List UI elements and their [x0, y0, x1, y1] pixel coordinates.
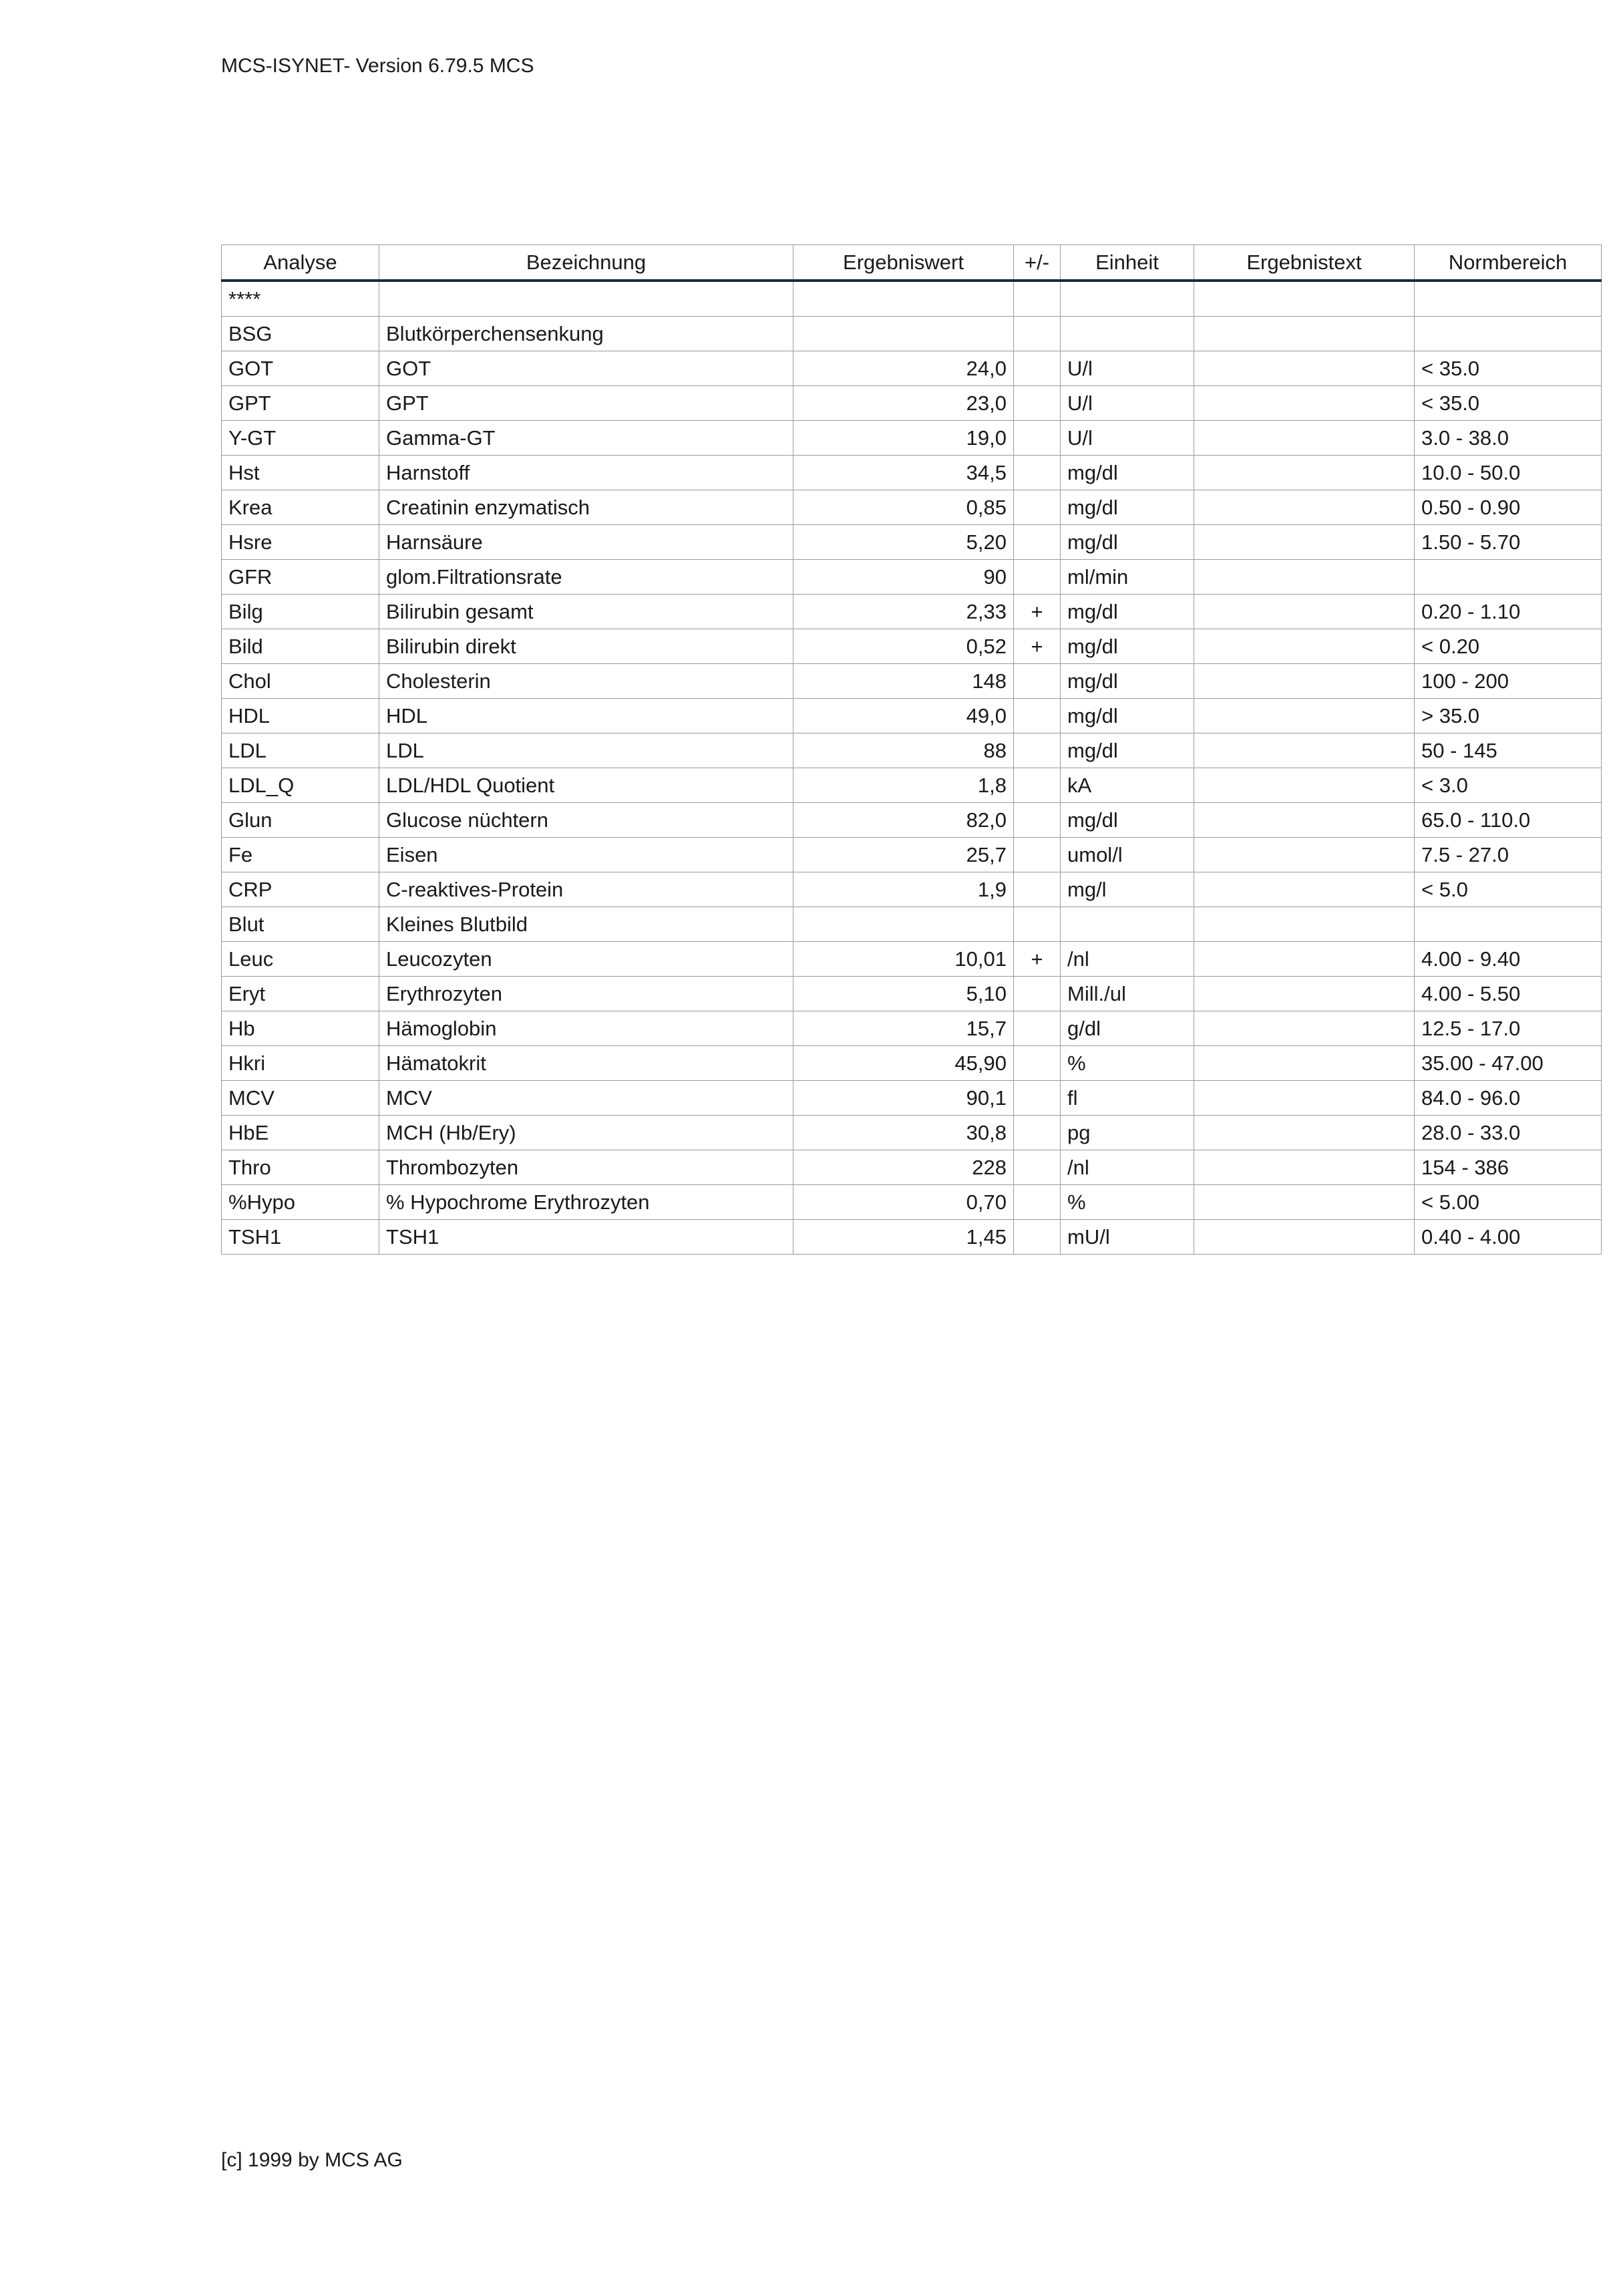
cell-ergebniswert: 5,10 [793, 977, 1014, 1011]
cell-bezeichnung: Gamma-GT [379, 421, 793, 456]
cell-flag [1014, 386, 1061, 421]
cell-analyse: HDL [222, 699, 379, 733]
cell-ergebnistext [1194, 421, 1415, 456]
column-header-analyse: Analyse [222, 245, 379, 281]
cell-bezeichnung: Kleines Blutbild [379, 907, 793, 942]
table-row [222, 1116, 1602, 1150]
cell-normbereich: < 35.0 [1415, 386, 1602, 421]
cell-ergebnistext [1194, 1185, 1415, 1220]
cell-ergebniswert: 0,52 [793, 629, 1014, 664]
cell-bezeichnung: LDL/HDL Quotient [379, 768, 793, 803]
cell-ergebniswert: 45,90 [793, 1046, 1014, 1081]
cell-ergebnistext [1194, 1150, 1415, 1185]
cell-ergebniswert: 1,45 [793, 1220, 1014, 1255]
cell-einheit [1061, 317, 1194, 351]
cell-ergebnistext [1194, 803, 1415, 838]
cell-bezeichnung: Thrombozyten [379, 1150, 793, 1185]
cell-bezeichnung: C-reaktives-Protein [379, 872, 793, 907]
cell-einheit: mg/dl [1061, 733, 1194, 768]
cell-ergebniswert [793, 317, 1014, 351]
cell-normbereich: 1.50 - 5.70 [1415, 525, 1602, 560]
cell-einheit: /nl [1061, 942, 1194, 977]
cell-normbereich: < 0.20 [1415, 629, 1602, 664]
cell-analyse: CRP [222, 872, 379, 907]
cell-analyse: Fe [222, 838, 379, 872]
cell-bezeichnung: Cholesterin [379, 664, 793, 699]
cell-einheit [1061, 281, 1194, 317]
table-row [222, 351, 1602, 386]
cell-analyse: LDL_Q [222, 768, 379, 803]
cell-normbereich: < 5.0 [1415, 872, 1602, 907]
cell-ergebniswert: 34,5 [793, 456, 1014, 490]
cell-ergebnistext [1194, 664, 1415, 699]
cell-bezeichnung: Hämoglobin [379, 1011, 793, 1046]
cell-normbereich [1415, 317, 1602, 351]
cell-flag: + [1014, 595, 1061, 629]
cell-bezeichnung: glom.Filtrationsrate [379, 560, 793, 595]
cell-bezeichnung: Blutkörperchensenkung [379, 317, 793, 351]
cell-analyse: Bilg [222, 595, 379, 629]
cell-ergebniswert [793, 907, 1014, 942]
cell-flag [1014, 977, 1061, 1011]
cell-normbereich: 65.0 - 110.0 [1415, 803, 1602, 838]
cell-flag [1014, 699, 1061, 733]
cell-ergebniswert: 23,0 [793, 386, 1014, 421]
column-header-einheit: Einheit [1061, 245, 1194, 281]
cell-ergebniswert: 5,20 [793, 525, 1014, 560]
cell-normbereich: 154 - 386 [1415, 1150, 1602, 1185]
cell-ergebnistext [1194, 595, 1415, 629]
cell-analyse: GPT [222, 386, 379, 421]
table-row [222, 664, 1602, 699]
cell-ergebniswert: 2,33 [793, 595, 1014, 629]
table-row [222, 386, 1602, 421]
cell-normbereich: 10.0 - 50.0 [1415, 456, 1602, 490]
table-header-row [222, 245, 1602, 281]
cell-flag [1014, 838, 1061, 872]
lab-results-table [221, 244, 1602, 1255]
document-header: MCS-ISYNET- Version 6.79.5 MCS [221, 55, 534, 77]
cell-normbereich [1415, 907, 1602, 942]
cell-normbereich: 50 - 145 [1415, 733, 1602, 768]
cell-einheit [1061, 907, 1194, 942]
table-row [222, 317, 1602, 351]
cell-analyse: Hkri [222, 1046, 379, 1081]
cell-ergebniswert: 19,0 [793, 421, 1014, 456]
column-header-bezeichnung: Bezeichnung [379, 245, 793, 281]
cell-analyse: MCV [222, 1081, 379, 1116]
cell-einheit: mg/dl [1061, 803, 1194, 838]
cell-einheit: mg/dl [1061, 525, 1194, 560]
cell-flag [1014, 1081, 1061, 1116]
cell-bezeichnung: Bilirubin direkt [379, 629, 793, 664]
cell-einheit: mg/dl [1061, 490, 1194, 525]
cell-bezeichnung [379, 281, 793, 317]
cell-einheit: mg/dl [1061, 595, 1194, 629]
cell-einheit: kA [1061, 768, 1194, 803]
table-row [222, 803, 1602, 838]
cell-bezeichnung: TSH1 [379, 1220, 793, 1255]
cell-analyse: %Hypo [222, 1185, 379, 1220]
cell-ergebnistext [1194, 317, 1415, 351]
cell-analyse: BSG [222, 317, 379, 351]
cell-einheit: mg/dl [1061, 699, 1194, 733]
table-row [222, 942, 1602, 977]
cell-normbereich: 12.5 - 17.0 [1415, 1011, 1602, 1046]
cell-flag [1014, 907, 1061, 942]
cell-einheit: mg/dl [1061, 664, 1194, 699]
cell-ergebnistext [1194, 629, 1415, 664]
cell-ergebniswert: 0,70 [793, 1185, 1014, 1220]
cell-ergebnistext [1194, 1046, 1415, 1081]
cell-flag [1014, 351, 1061, 386]
cell-normbereich: < 3.0 [1415, 768, 1602, 803]
cell-einheit: g/dl [1061, 1011, 1194, 1046]
table-row [222, 595, 1602, 629]
cell-bezeichnung: MCV [379, 1081, 793, 1116]
cell-ergebniswert: 90 [793, 560, 1014, 595]
table-row [222, 733, 1602, 768]
cell-einheit: mg/dl [1061, 456, 1194, 490]
cell-ergebniswert: 1,9 [793, 872, 1014, 907]
cell-analyse: Krea [222, 490, 379, 525]
table-row [222, 907, 1602, 942]
cell-ergebniswert: 90,1 [793, 1081, 1014, 1116]
cell-normbereich: < 5.00 [1415, 1185, 1602, 1220]
cell-bezeichnung: Bilirubin gesamt [379, 595, 793, 629]
cell-flag [1014, 1185, 1061, 1220]
column-header-ergebniswert: Ergebniswert [793, 245, 1014, 281]
cell-ergebniswert: 30,8 [793, 1116, 1014, 1150]
cell-einheit: U/l [1061, 386, 1194, 421]
cell-analyse: LDL [222, 733, 379, 768]
table-row [222, 1081, 1602, 1116]
cell-ergebnistext [1194, 1116, 1415, 1150]
cell-ergebniswert [793, 281, 1014, 317]
cell-normbereich: 3.0 - 38.0 [1415, 421, 1602, 456]
cell-normbereich: > 35.0 [1415, 699, 1602, 733]
cell-ergebnistext [1194, 1011, 1415, 1046]
table-row [222, 525, 1602, 560]
cell-ergebnistext [1194, 838, 1415, 872]
table-row [222, 490, 1602, 525]
cell-einheit: mg/l [1061, 872, 1194, 907]
cell-flag [1014, 803, 1061, 838]
table-row [222, 456, 1602, 490]
cell-bezeichnung: MCH (Hb/Ery) [379, 1116, 793, 1150]
cell-ergebniswert: 24,0 [793, 351, 1014, 386]
cell-ergebnistext [1194, 942, 1415, 977]
cell-ergebnistext [1194, 1081, 1415, 1116]
cell-normbereich: 100 - 200 [1415, 664, 1602, 699]
cell-flag [1014, 490, 1061, 525]
table-row [222, 838, 1602, 872]
cell-analyse: Blut [222, 907, 379, 942]
cell-ergebnistext [1194, 490, 1415, 525]
cell-bezeichnung: Leucozyten [379, 942, 793, 977]
cell-ergebniswert: 228 [793, 1150, 1014, 1185]
cell-ergebnistext [1194, 456, 1415, 490]
cell-bezeichnung: Erythrozyten [379, 977, 793, 1011]
cell-flag [1014, 872, 1061, 907]
cell-analyse: Hb [222, 1011, 379, 1046]
table-row [222, 281, 1602, 317]
cell-normbereich: < 35.0 [1415, 351, 1602, 386]
cell-flag [1014, 1046, 1061, 1081]
cell-bezeichnung: Glucose nüchtern [379, 803, 793, 838]
cell-flag [1014, 456, 1061, 490]
table-row [222, 1185, 1602, 1220]
cell-einheit: mU/l [1061, 1220, 1194, 1255]
cell-ergebnistext [1194, 872, 1415, 907]
cell-analyse: Leuc [222, 942, 379, 977]
cell-einheit: % [1061, 1046, 1194, 1081]
cell-normbereich: 0.50 - 0.90 [1415, 490, 1602, 525]
cell-ergebnistext [1194, 525, 1415, 560]
table-row [222, 560, 1602, 595]
table-row [222, 1011, 1602, 1046]
cell-ergebniswert: 15,7 [793, 1011, 1014, 1046]
cell-ergebniswert: 25,7 [793, 838, 1014, 872]
cell-normbereich [1415, 560, 1602, 595]
cell-einheit: umol/l [1061, 838, 1194, 872]
cell-bezeichnung: Hämatokrit [379, 1046, 793, 1081]
column-header-ergebnistext: Ergebnistext [1194, 245, 1415, 281]
cell-normbereich: 7.5 - 27.0 [1415, 838, 1602, 872]
cell-ergebnistext [1194, 768, 1415, 803]
cell-normbereich: 0.40 - 4.00 [1415, 1220, 1602, 1255]
cell-analyse: Eryt [222, 977, 379, 1011]
cell-einheit: mg/dl [1061, 629, 1194, 664]
table-row [222, 1220, 1602, 1255]
cell-ergebnistext [1194, 1220, 1415, 1255]
cell-ergebnistext [1194, 733, 1415, 768]
table-row [222, 872, 1602, 907]
cell-normbereich: 35.00 - 47.00 [1415, 1046, 1602, 1081]
cell-flag: + [1014, 629, 1061, 664]
cell-bezeichnung: % Hypochrome Erythrozyten [379, 1185, 793, 1220]
cell-flag [1014, 1116, 1061, 1150]
cell-analyse: Glun [222, 803, 379, 838]
cell-bezeichnung: Creatinin enzymatisch [379, 490, 793, 525]
cell-flag [1014, 281, 1061, 317]
cell-flag [1014, 525, 1061, 560]
cell-flag [1014, 1150, 1061, 1185]
cell-ergebnistext [1194, 699, 1415, 733]
cell-einheit: U/l [1061, 351, 1194, 386]
cell-einheit: fl [1061, 1081, 1194, 1116]
cell-normbereich: 84.0 - 96.0 [1415, 1081, 1602, 1116]
cell-analyse: Hsre [222, 525, 379, 560]
cell-einheit: Mill./ul [1061, 977, 1194, 1011]
cell-normbereich [1415, 281, 1602, 317]
cell-ergebniswert: 88 [793, 733, 1014, 768]
cell-analyse: GFR [222, 560, 379, 595]
cell-flag [1014, 1011, 1061, 1046]
cell-normbereich: 28.0 - 33.0 [1415, 1116, 1602, 1150]
column-header-normbereich: Normbereich [1415, 245, 1602, 281]
cell-bezeichnung: Eisen [379, 838, 793, 872]
table-row [222, 768, 1602, 803]
cell-bezeichnung: GPT [379, 386, 793, 421]
cell-flag [1014, 1220, 1061, 1255]
cell-analyse: TSH1 [222, 1220, 379, 1255]
table-row [222, 629, 1602, 664]
cell-bezeichnung: Harnsäure [379, 525, 793, 560]
cell-flag [1014, 664, 1061, 699]
cell-analyse: HbE [222, 1116, 379, 1150]
cell-analyse: **** [222, 281, 379, 317]
cell-einheit: ml/min [1061, 560, 1194, 595]
cell-analyse: Y-GT [222, 421, 379, 456]
cell-ergebniswert: 10,01 [793, 942, 1014, 977]
cell-flag [1014, 733, 1061, 768]
cell-bezeichnung: HDL [379, 699, 793, 733]
cell-flag: + [1014, 942, 1061, 977]
cell-ergebniswert: 82,0 [793, 803, 1014, 838]
cell-normbereich: 4.00 - 9.40 [1415, 942, 1602, 977]
table-row [222, 699, 1602, 733]
cell-analyse: Hst [222, 456, 379, 490]
table-row [222, 977, 1602, 1011]
cell-normbereich: 4.00 - 5.50 [1415, 977, 1602, 1011]
cell-einheit: % [1061, 1185, 1194, 1220]
cell-bezeichnung: GOT [379, 351, 793, 386]
cell-analyse: GOT [222, 351, 379, 386]
column-header-flag: +/- [1014, 245, 1061, 281]
cell-ergebnistext [1194, 560, 1415, 595]
cell-einheit: pg [1061, 1116, 1194, 1150]
cell-flag [1014, 560, 1061, 595]
cell-analyse: Bild [222, 629, 379, 664]
cell-ergebnistext [1194, 386, 1415, 421]
cell-ergebniswert: 0,85 [793, 490, 1014, 525]
cell-ergebnistext [1194, 977, 1415, 1011]
table-row [222, 1046, 1602, 1081]
cell-flag [1014, 317, 1061, 351]
cell-analyse: Thro [222, 1150, 379, 1185]
cell-ergebniswert: 49,0 [793, 699, 1014, 733]
cell-bezeichnung: Harnstoff [379, 456, 793, 490]
cell-normbereich: 0.20 - 1.10 [1415, 595, 1602, 629]
cell-ergebnistext [1194, 907, 1415, 942]
cell-einheit: /nl [1061, 1150, 1194, 1185]
cell-einheit: U/l [1061, 421, 1194, 456]
cell-analyse: Chol [222, 664, 379, 699]
cell-flag [1014, 421, 1061, 456]
cell-bezeichnung: LDL [379, 733, 793, 768]
cell-ergebnistext [1194, 351, 1415, 386]
table-row [222, 1150, 1602, 1185]
cell-ergebniswert: 1,8 [793, 768, 1014, 803]
table-row [222, 421, 1602, 456]
copyright-footer: [c] 1999 by MCS AG [221, 2149, 403, 2171]
cell-ergebniswert: 148 [793, 664, 1014, 699]
cell-flag [1014, 768, 1061, 803]
cell-ergebnistext [1194, 281, 1415, 317]
